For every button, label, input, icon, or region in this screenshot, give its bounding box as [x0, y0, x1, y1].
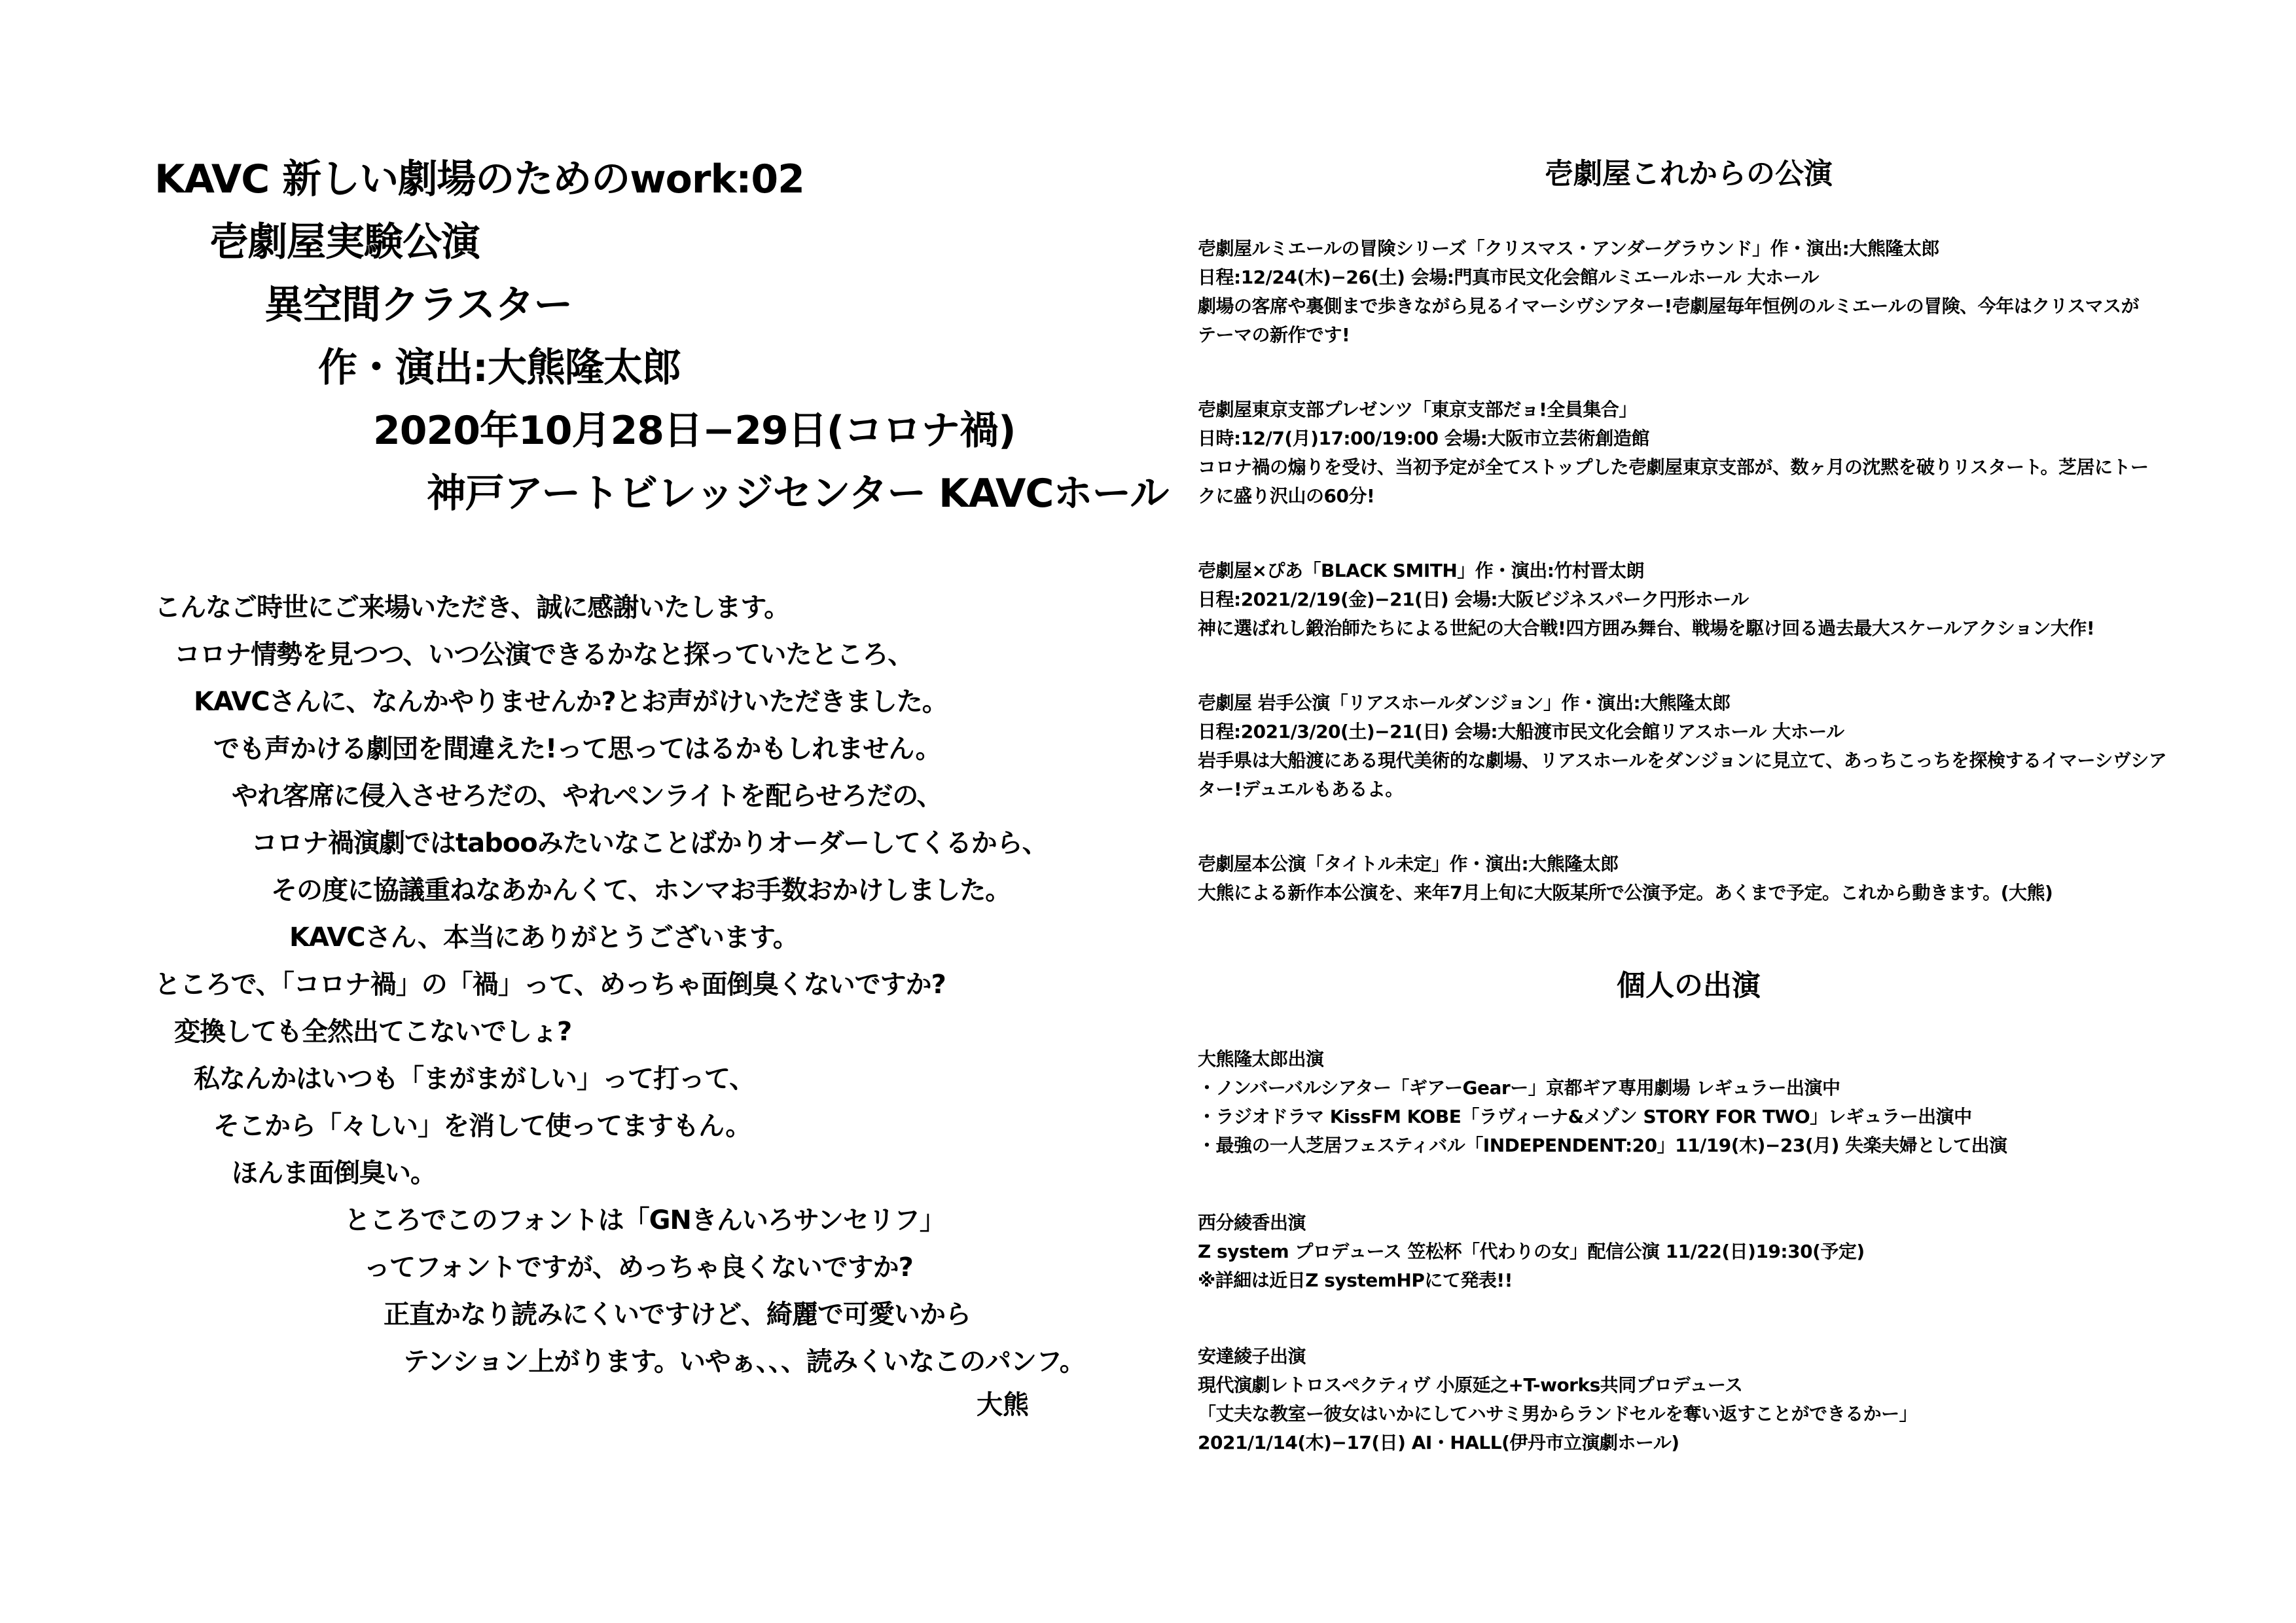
item-schedule: 日程:2021/3/20(土)−21(日) 会場:大船渡市民文化会館リアスホール 大ホール	[1198, 721, 1844, 742]
appearance-line: ・ノンバーバルシアター「ギアーGearー」京都ギア専用劇場 レギュラー出演中	[1198, 1077, 1840, 1099]
appearance-line: 2021/1/14(木)−17(日) AI・HALL(伊丹市立演劇ホール)	[1198, 1432, 1679, 1453]
item-heading: 壱劇屋東京支部プレゼンツ「東京支部だョ!全員集合」	[1198, 399, 1637, 420]
greeting-line: でも声かける劇団を間違えた!って思ってはるかもしれません。	[213, 734, 941, 764]
event-series-title: KAVC 新しい劇場のためのwork:02	[154, 156, 804, 202]
member-name: 大熊隆太郎出演	[1198, 1048, 1324, 1070]
performance-dates: 2020年10月28日−29日(コロナ禍)	[373, 408, 1016, 454]
item-description: ター!デュエルもあるよ。	[1198, 778, 1403, 800]
greeting-line: KAVCさんに、なんかやりませんか?とお声がけいただきました。	[194, 687, 948, 717]
item-schedule: 日時:12/7(月)17:00/19:00 会場:大阪市立芸術創造館	[1198, 428, 1649, 449]
item-description: 神に選ばれし鍛治師たちによる世紀の大合戦!四方囲み舞台、戦場を駆け回る過去最大スケールアクション大作!	[1198, 617, 2095, 639]
appearance-line: ※詳細は近日Z systemHPにて発表!!	[1198, 1269, 1513, 1291]
greeting-line: やれ客席に侵入させろだの、やれペンライトを配らせろだの、	[232, 781, 942, 811]
greeting-line: こんなご時世にご来場いただき、誠に感謝いたします。	[154, 593, 790, 623]
appearance-line: ・ラジオドラマ KissFM KOBE「ラヴィーナ&メゾン STORY FOR TWO」レギュラー出演中	[1198, 1106, 1972, 1127]
signature: 大熊	[977, 1390, 1029, 1420]
production-label: 壱劇屋実験公演	[209, 219, 480, 265]
item-schedule: 日程:12/24(木)−26(土) 会場:門真市民文化会館ルミエールホール 大ホール	[1198, 266, 1819, 288]
appearance-line: 「丈夫な教室ー彼女はいかにしてハサミ男からランドセルを奪い返すことができるかー」	[1198, 1403, 1918, 1425]
greeting-line: 私なんかはいつも「まがまがしい」って打って、	[194, 1064, 755, 1094]
member-name: 安達綾子出演	[1198, 1345, 1306, 1367]
greeting-line: 正直かなり読みにくいですけど、綺麗で可愛いから	[384, 1300, 971, 1330]
right-page	[1198, 0, 2179, 1623]
greeting-line: そこから「々しい」を消して使ってますもん。	[213, 1111, 751, 1141]
greeting-line: ほんま面倒臭い。	[232, 1158, 436, 1188]
greeting-line: ところでこのフォントは「GNきんいろサンセリフ」	[344, 1205, 945, 1235]
personal-section-title: 個人の出演	[1617, 969, 1761, 1002]
item-heading: 壱劇屋 岩手公演「リアスホールダンジョン」作・演出:大熊隆太郎	[1198, 692, 1731, 714]
item-description: テーマの新作です!	[1198, 324, 1350, 346]
item-description: クに盛り沢山の60分!	[1198, 485, 1375, 507]
item-description: 大熊による新作本公演を、来年7月上旬に大阪某所で公演予定。あくまで予定。これから動きます。(大熊)	[1198, 882, 2053, 903]
item-heading: 壱劇屋×ぴあ「BLACK SMITH」作・演出:竹村晋太朗	[1198, 560, 1644, 581]
play-title: 異空間クラスター	[264, 282, 573, 328]
greeting-line: コロナ禍演劇ではtabooみたいなことばかりオーダーしてくるから、	[251, 828, 1048, 858]
appearance-line: Z system プロデュース 笠松杯「代わりの女」配信公演 11/22(日)19:30(予定)	[1198, 1241, 1865, 1262]
greeting-line: 変換しても全然出てこないでしょ?	[174, 1017, 572, 1047]
appearance-line: 現代演劇レトロスペクティヴ 小原延之+T-works共同プロデュース	[1198, 1374, 1743, 1396]
item-description: 岩手県は大船渡にある現代美術的な劇場、リアスホールをダンジョンに見立て、あっちこっちを探検するイマーシヴシア	[1198, 750, 2167, 771]
greeting-line: ってフォントですが、めっちゃ良くないですか?	[364, 1252, 913, 1283]
item-heading: 壱劇屋本公演「タイトル未定」作・演出:大熊隆太郎	[1198, 853, 1619, 875]
member-name: 西分綾香出演	[1198, 1212, 1306, 1233]
appearance-line: ・最強の一人芝居フェスティバル「INDEPENDENT:20」11/19(木)−23(月) 失楽夫婦として出演	[1198, 1135, 2007, 1156]
greeting-line: KAVCさん、本当にありがとうございます。	[289, 922, 798, 953]
greeting-line: コロナ情勢を見つつ、いつ公演できるかなと探っていたところ、	[174, 640, 914, 670]
venue: 神戸アートビレッジセンター KAVCホール	[427, 471, 1169, 517]
author-director: 作・演出:大熊隆太郎	[318, 345, 681, 391]
greeting-line: ところで、「コロナ禍」の「禍」って、めっちゃ面倒臭くないですか?	[154, 970, 946, 1000]
item-description: コロナ禍の煽りを受け、当初予定が全てストップした壱劇屋東京支部が、数ヶ月の沈黙を破りリスタート。芝居にトー	[1198, 456, 2149, 478]
greeting-line: その度に協議重ねなあかんくて、ホンマお手数おかけしました。	[271, 875, 1011, 905]
item-description: 劇場の客席や裏側まで歩きながら見るイマーシヴシアター!壱劇屋毎年恒例のルミエールの冒険、今年はクリスマスが	[1198, 295, 2140, 317]
greeting-line: テンション上がります。いやぁ、、、読みくいなこのパンフ。	[403, 1347, 1085, 1377]
item-schedule: 日程:2021/2/19(金)−21(日) 会場:大阪ビジネスパーク円形ホール	[1198, 589, 1749, 610]
item-heading: 壱劇屋ルミエールの冒険シリーズ「クリスマス・アンダーグラウンド」作・演出:大熊隆太郎	[1198, 238, 1939, 259]
upcoming-section-title: 壱劇屋これからの公演	[1545, 157, 1833, 191]
